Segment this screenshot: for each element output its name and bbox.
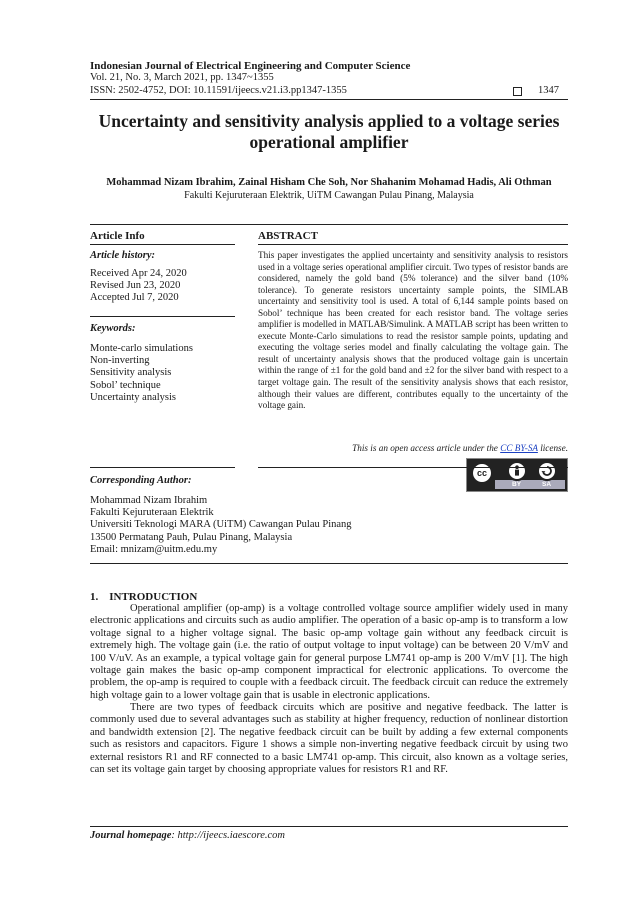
license-suffix: license. <box>537 443 568 453</box>
corresponding-details <box>90 495 510 556</box>
badge-sa-label: SA <box>542 481 552 488</box>
authors: Mohammad Nizam Ibrahim, Zainal Hisham Che Soh, Nor Shahanim Mohamad Hadis, Ali Othman <box>106 177 552 188</box>
keywords-heading: Keywords: <box>90 323 136 334</box>
history-list <box>90 268 240 305</box>
author-faculty: Fakulti Kejuruteraan Elektrik <box>90 507 214 519</box>
issn-doi: ISSN: 2502-4752, DOI: 10.11591/ijeecs.v21.i3.pp1347-1355 <box>90 85 347 96</box>
keyword-item: Sensitivity analysis <box>90 367 172 379</box>
author-name: Mohammad Nizam Ibrahim <box>90 495 208 506</box>
info-top-rule <box>90 224 568 225</box>
history-received: Received Apr 24, 2020 <box>90 268 187 279</box>
author-address: 13500 Permatang Pauh, Pulau Pinang, Malaysia <box>90 531 293 543</box>
affiliation: Fakulti Kejuruteraan Elektrik, UiTM Cawangan Pulau Pinang, Malaysia <box>184 190 474 201</box>
keyword-item: Non-inverting <box>90 355 150 367</box>
volume-info: Vol. 21, No. 3, March 2021, pp. 1347~1355 <box>90 72 274 83</box>
keyword-item: Uncertainty analysis <box>90 391 177 403</box>
journal-name: Indonesian Journal of Electrical Engineering and Computer Science <box>90 60 411 72</box>
page-number: 1347 <box>538 85 559 96</box>
history-rule <box>90 316 235 317</box>
corresponding-rule <box>90 563 568 564</box>
author-email: Email: mnizam@uitm.edu.my <box>90 543 218 555</box>
keywords-list <box>90 343 240 404</box>
history-revised: Revised Jun 23, 2020 <box>90 280 181 292</box>
intro-paragraph-1: Operational amplifier (op-amp) is a voltage controlled voltage source amplifier widely used in many electronic applications and circuits such as audio amplifier. The operation of a basic op-amp is to transform a low voltage signal to a higher voltage signal. The basic op-amp voltage gain without any feedback circuit is extremely high. The voltage gain (i.e. the ratio of output voltage to input voltage) can be between 20 V/mV and 100 V/uV. As an example, a typical voltage gain for general purpose LM741 op-amp is 200 V/mV [1]. The high voltage gain makes the basic op-amp component impractical for electronic applications. To overcome the problem, the op-amp is required to couple with a feedback circuit. The feedback circuit can reduce the extremely high voltage gain to a lower voltage gain that is usable in electronic applications. <box>90 603 568 701</box>
badge-strip <box>495 480 565 489</box>
square-icon <box>513 87 522 96</box>
footer-rule <box>90 826 568 827</box>
article-info-heading: Article Info <box>90 230 145 242</box>
abstract-heading-rule <box>258 244 568 245</box>
cc-by-sa-link[interactable]: CC BY-SA <box>500 443 538 453</box>
header-rule <box>90 99 568 100</box>
abstract-bottom-rule <box>258 467 568 468</box>
paper-title: Uncertainty and sensitivity analysis applied to a voltage series operational amplifier <box>98 111 560 152</box>
corresponding-heading: Corresponding Author: <box>90 475 192 486</box>
person-icon <box>507 461 527 481</box>
history-heading: Article history: <box>90 250 156 261</box>
cc-by-sa-badge[interactable] <box>466 458 568 492</box>
homepage-url[interactable]: http://ijeecs.iaescore.com <box>177 830 286 841</box>
history-accepted: Accepted Jul 7, 2020 <box>90 292 179 304</box>
keywords-rule <box>90 467 235 468</box>
keyword-item: Monte-carlo simulations <box>90 343 193 354</box>
abstract-text: This paper investigates the applied uncertainty and sensitivity analysis to resistors used in a voltage series operational amplifier circuit. Two types of resistor bands are considered, namely the gold band (5% tolerance) and the silver band (10% tolerance). To generate resistors uncertainty sample points, the SIMLAB uncertainty and sensitivity tool is used. A total of 6,144 sample points based on Sobol’ technique has been created for each resistor band. The voltage series amplifier is modelled in MATLAB/Simulink. A MATLAB script has been written to execute Monte-Carlo simulations to read the resistor sample points, updating and executing the voltage series model and finally calculating the voltage gain. The result of uncertainty analysis shows that the produced voltage gain is uncertain within the range of ±1 for the gold band and ±2 for the silver band with respect to a target voltage gain. The result of the sensitivity analysis shows that each resistor, although their values are different, contributes equally to the uncertainty of the voltage gain. <box>258 250 568 411</box>
badge-by-label: BY <box>512 481 522 488</box>
share-alike-icon <box>537 461 557 481</box>
info-heading-rule <box>90 244 235 245</box>
intro-paragraph-2: There are two types of feedback circuits which are positive and negative feedback. The latter is commonly used due to several advantages such as stability at higher frequency, reduction of nonlinear distortion and bandwidth extension [2]. The negative feedback circuit can be built by adding a few external components such as resistors and capacitors. Figure 1 shows a simple non-inverting negative feedback circuit by using two external resistors R1 and RF connected to a basic LM741 op-amp. This circuit, also known as a voltage series, can set its voltage gain target by choosing appropriate values for resistors R1 and RF. <box>90 702 568 776</box>
introduction-heading: 1. INTRODUCTION <box>90 591 198 603</box>
cc-icon: cc <box>471 462 493 484</box>
license-prefix: This is an open access article under the <box>352 443 501 453</box>
homepage-label: Journal homepage <box>90 830 172 841</box>
license-line <box>258 443 568 453</box>
abstract-heading: ABSTRACT <box>258 230 318 242</box>
journal-homepage: Journal homepage: http://ijeecs.iaescore.com <box>90 830 286 841</box>
author-university: Universiti Teknologi MARA (UiTM) Cawangan Pulau Pinang <box>90 519 352 531</box>
keyword-item: Sobol’ technique <box>90 379 161 391</box>
